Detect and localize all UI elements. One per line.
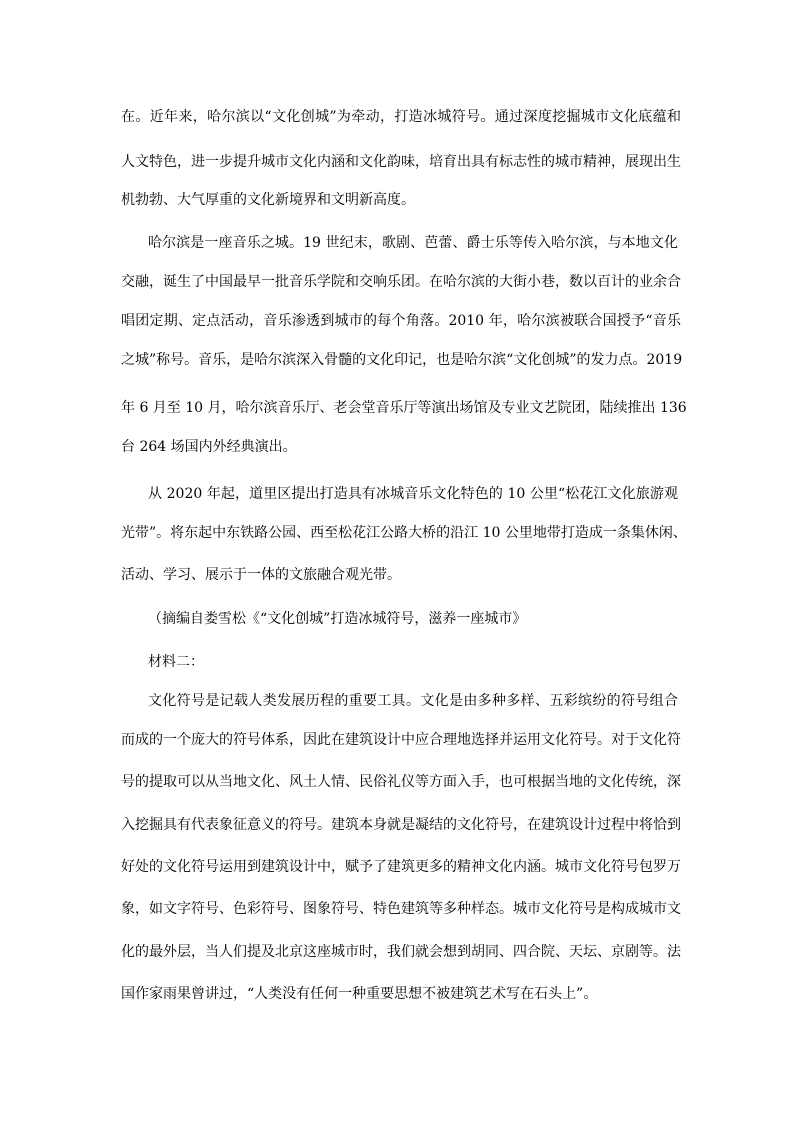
text-line: 而成的一个庞大的符号体系，因此在建筑设计中应合理地选择并运用文化符号。对于文化符 bbox=[121, 732, 681, 748]
text-line: 机勃勃、大气厚重的文化新境界和文明新高度。 bbox=[121, 192, 415, 208]
text-line: 好处的文化符号运用到建筑设计中，赋予了建筑更多的精神文化内涵。城市文化符号包罗万 bbox=[121, 859, 681, 875]
citation-text: （摘编自娄雪松《“文化创城”打造冰城符号，滋养一座城市》 bbox=[148, 611, 527, 627]
text-line: 活动、学习、展示于一体的文旅融合观光带。 bbox=[121, 567, 401, 583]
section-heading-text: 材料二： bbox=[148, 654, 204, 670]
text-line: 交融，诞生了中国最早一批音乐学院和交响乐团。在哈尔滨的大街小巷，数以百计的业余合 bbox=[121, 274, 681, 290]
text-line: 文化符号是记载人类发展历程的重要工具。文化是由多种多样、五彩缤纷的符号组合 bbox=[148, 693, 678, 709]
text-line: 在。近年来，哈尔滨以“文化创城”为牵动，打造冰城符号。通过深度挖掘城市文化底蕴和 bbox=[121, 109, 681, 125]
text-line: 国作家雨果曾讲过，“人类没有任何一种重要思想不被建筑艺术写在石头上”。 bbox=[121, 986, 598, 1002]
text-line: 号的提取可以从当地文化、风土人情、民俗礼仪等方面入手，也可根据当地的文化传统，深 bbox=[121, 774, 681, 790]
text-line: 化的最外层，当人们提及北京这座城市时，我们就会想到胡同、四合院、天坛、京剧等。法 bbox=[121, 944, 681, 960]
text-line: 象，如文字符号、色彩符号、图象符号、特色建筑等多种样态。城市文化符号是构成城市文 bbox=[121, 901, 681, 917]
text-line: 人文特色，进一步提升城市文化内涵和文化韵味，培育出具有标志性的城市精神，展现出生 bbox=[121, 154, 681, 170]
text-line: 年 6 月至 10 月，哈尔滨音乐厅、老会堂音乐厅等演出场馆及专业文艺院团，陆续推出 136 bbox=[121, 400, 687, 416]
text-line: 从 2020 年起，道里区提出打造具有冰城音乐文化特色的 10 公里“松花江文化旅游观 bbox=[148, 486, 678, 502]
text-line: 台 264 场国内外经典演出。 bbox=[121, 439, 297, 455]
text-line: 之城”称号。音乐，是哈尔滨深入骨髓的文化印记，也是哈尔滨“文化创城”的发力点。2019 bbox=[121, 352, 683, 368]
text-line: 入挖掘具有代表象征意义的符号。建筑本身就是凝结的文化符号，在建筑设计过程中将恰到 bbox=[121, 817, 681, 833]
text-line: 光带”。将东起中东铁路公园、西至松花江公路大桥的沿江 10 公里地带打造成一条集休闲、 bbox=[121, 525, 687, 541]
text-line: 哈尔滨是一座音乐之城。19 世纪末，歌剧、芭蕾、爵士乐等传入哈尔滨，与本地文化 bbox=[148, 235, 678, 251]
text-line: 唱团定期、定点活动，音乐渗透到城市的每个角落。2010 年，哈尔滨被联合国授予“音乐 bbox=[121, 313, 681, 329]
